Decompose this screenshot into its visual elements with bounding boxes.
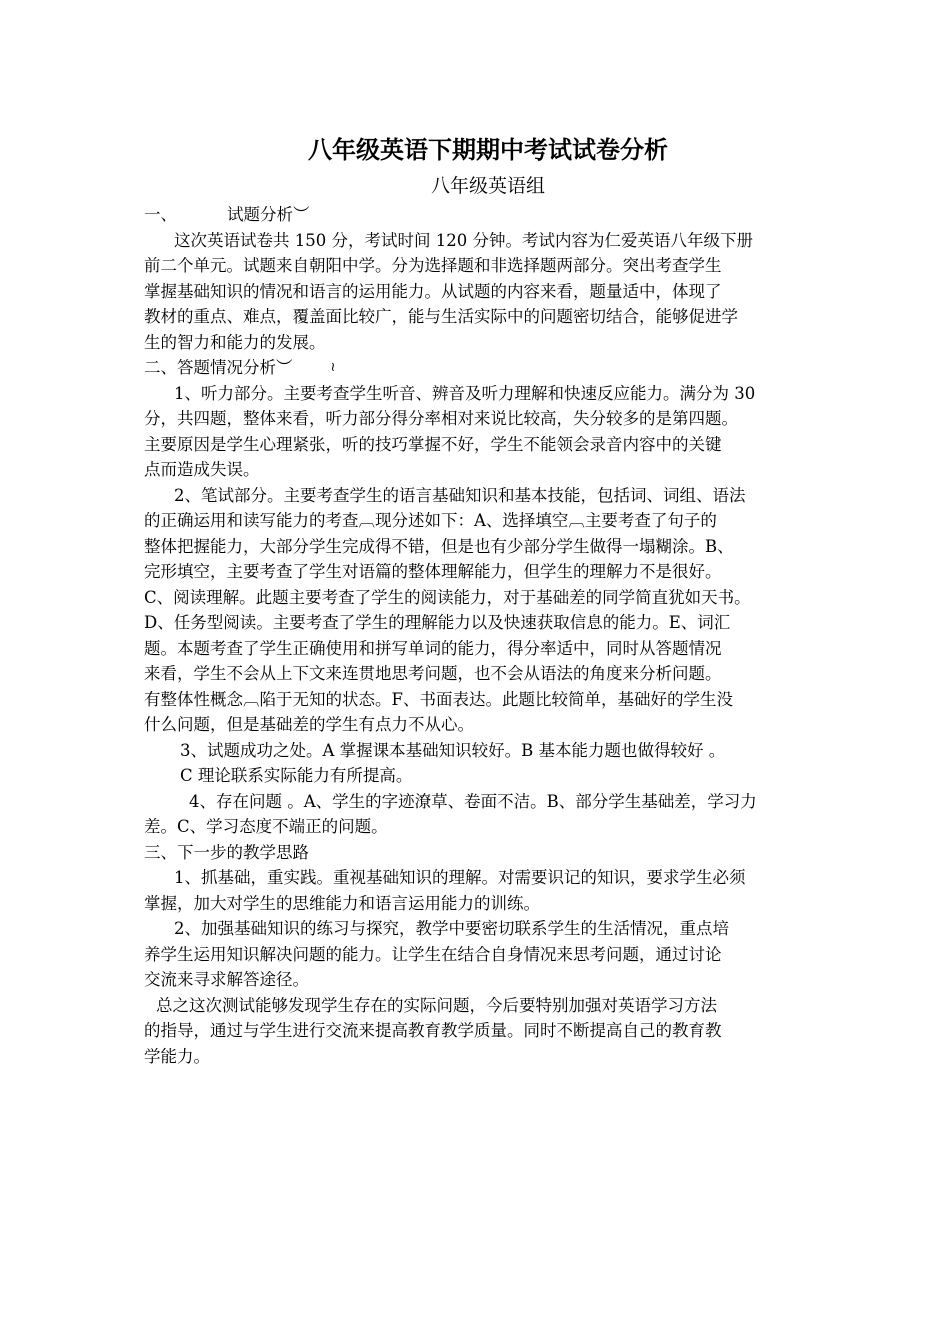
paragraph-line: 分，共四题，整体来看，听力部分得分率相对来说比较高，失分较多的是第四题。 [144,409,738,428]
paragraph-line: 教材的重点、难点，覆盖面比较广，能与生活实际中的问题密切结合，能够促进学 [144,307,738,326]
paragraph-line: 1、抓基础，重实践。重视基础知识的理解。对需要识记的知识，要求学生必须 [174,868,746,887]
paragraph-line: 学能力。 [144,1046,210,1066]
paragraph-line: D、任务型阅读。主要考查了学生的理解能力以及快速获取信息的能力。E、词汇 [144,613,731,632]
paragraph-line: 的正确运用和读写能力的考查︹现分述如下：A、选择填空︹主要考查了句子的 [144,511,717,530]
section-heading-2 [144,355,812,381]
paragraph-line: 2、加强基础知识的练习与探究，教学中要密切联系学生的生活情况，重点培 [174,919,729,938]
paragraph-line: 前二个单元。试题来自朝阳中学。分为选择题和非选择题两部分。突出考查学生 [144,256,722,275]
paragraph-line: 这次英语试卷共 150 分，考试时间 120 分钟。考试内容为仁爱英语八年级下册 [174,230,753,250]
paragraph-line: 4、存在问题 。A、学生的字迹潦草、卷面不洁。B、部分学生基础差，学习力 [189,791,757,811]
paragraph-line: 有整体性概念︹陷于无知的状态。F、书面表达。此题比较简单，基础好的学生没 [144,689,733,709]
section-heading-1 [144,202,812,228]
paragraph-line: 整体把握能力，大部分学生完成得不错，但是也有少部分学生做得一塌糊涂。B、 [144,536,734,556]
paragraph-line: 的指导，通过与学生进行交流来提高教育教学质量。同时不断提高自己的教育教 [144,1021,722,1040]
document-page [144,130,812,1069]
paragraph-line: C、阅读理解。此题主要考查了学生的阅读能力，对于基础差的同学简直犹如天书。 [144,587,751,607]
section-title: 二、答题情况分析︶ [144,358,293,377]
paragraph-line: 交流来寻求解答途径。 [144,970,309,989]
paragraph-line: 题。本题考查了学生正确使用和拼写单词的能力，得分率适中，同时从答题情况 [144,638,722,658]
paragraph-line: 什么问题，但是基础差的学生有点力不从心。 [144,715,474,734]
section-number: 一、 [144,205,177,224]
paragraph-line: 总之这次测试能够发现学生存在的实际问题，今后要特别加强对英语学习方法 [156,995,717,1015]
paragraph-line: 点而造成失误。 [144,460,260,479]
section-heading-3: 三、下一步的教学思路 [144,842,309,862]
paragraph-line: 来看，学生不会从上下文来连贯地思考问题，也不会从语法的角度来分析问题。 [144,664,722,683]
paragraph-line: 差。C、学习态度不端正的问题。 [144,817,388,836]
paragraph-line: 2、笔试部分。主要考查学生的语言基础知识和基本技能，包括词、词组、语法 [174,485,746,505]
paragraph-line: 完形填空，主要考查了学生对语篇的整体理解能力，但学生的理解力不是很好。 [144,562,722,581]
paragraph-line: 主要原因是学生心理紧张，听的技巧掌握不好，学生不能领会录音内容中的关键 [144,434,722,454]
paragraph-line: 掌握，加大对学生的思维能力和语言运用能力的训练。 [144,893,540,913]
paragraph-line: 掌握基础知识的情况和语言的运用能力。从试题的内容来看，题量适中，体现了 [144,281,722,301]
document-title: 八年级英语下期期中考试试卷分析 [308,135,668,164]
paragraph-line: C 理论联系实际能力有所提高。 [180,766,413,785]
section-title: 试题分析︶ [227,205,310,224]
document-subtitle: 八年级英语组 [430,175,545,197]
stray-mark: ≀ [330,360,336,375]
paragraph-line: 1、听力部分。主要考查学生听音、辨音及听力理解和快速反应能力。满分为 30 [174,383,756,403]
paragraph-line: 养学生运用知识解决问题的能力。让学生在结合自身情况来思考问题，通过讨论 [144,944,722,964]
paragraph-line: 生的智力和能力的发展。 [144,332,326,352]
paragraph-line: 3、试题成功之处。A 掌握课本基础知识较好。B 基本能力题也做得较好 。 [180,740,726,760]
